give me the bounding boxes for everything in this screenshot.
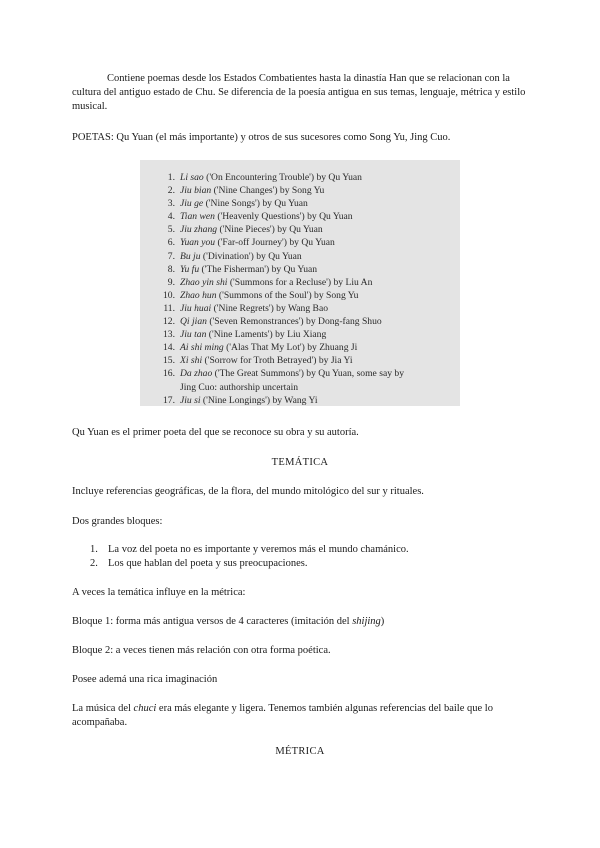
poem-list-item bbox=[154, 250, 460, 263]
poem-entry bbox=[180, 263, 460, 276]
poem-translation-author: ('Summons for a Recluse') by Liu An bbox=[227, 276, 373, 288]
poem-title: Jiu bian bbox=[180, 185, 212, 197]
poem-number: 1. bbox=[167, 172, 175, 183]
poetas-paragraph: POETAS: Qu Yuan (el más importante) y otros de sus sucesores como Song Yu, Jing Cuo. bbox=[72, 132, 451, 143]
poem-number: 17. bbox=[163, 394, 175, 406]
poem-title: Zhao hun bbox=[180, 289, 217, 301]
incluye-paragraph: Incluye referencias geográficas, de la flora, del mundo mitológico del sur y rituales. bbox=[72, 486, 424, 497]
intro-text: Contiene poemas desde los Estados Combatientes hasta la dinastía Han que se relacionan con la cultura del antiguo estado de Chu. Se diferencia de la poesía antigua en sus temas, lenguaje, métrica y estilo musical. bbox=[72, 73, 526, 112]
poem-list-item bbox=[154, 197, 460, 210]
list-item bbox=[90, 557, 530, 571]
intro-paragraph bbox=[72, 72, 532, 114]
poem-title: Bu ju bbox=[180, 250, 201, 262]
poem-number: 10. bbox=[163, 289, 175, 301]
poem-translation-author: ('Nine Laments') by Liu Xiang bbox=[206, 329, 327, 341]
poem-list-item bbox=[154, 171, 460, 184]
poem-translation-author: ('The Fisherman') by Qu Yuan bbox=[199, 263, 318, 275]
bloque2-paragraph: Bloque 2: a veces tienen más relación con otra forma poética. bbox=[72, 645, 331, 656]
poem-list-item bbox=[154, 223, 460, 236]
poem-list-item bbox=[154, 263, 460, 276]
poem-entry bbox=[180, 236, 460, 249]
posee-paragraph: Posee ademá una rica imaginación bbox=[72, 674, 218, 685]
poem-number: 14. bbox=[163, 342, 175, 354]
poem-number: 5. bbox=[167, 224, 175, 236]
bloque1-close: ) bbox=[380, 616, 385, 627]
poem-number: 8. bbox=[167, 263, 175, 275]
poem-list-item bbox=[154, 276, 460, 289]
dos-bloques-paragraph: Dos grandes bloques: bbox=[72, 516, 163, 527]
poem-translation-author: ('Nine Songs') by Qu Yuan bbox=[203, 198, 308, 210]
poem-number: 13. bbox=[163, 329, 175, 341]
poem-title: Li sao bbox=[180, 172, 204, 183]
poem-translation-author: ('Divination') by Qu Yuan bbox=[200, 250, 302, 262]
poem-number: 11. bbox=[163, 302, 175, 314]
poem-translation-author: ('Sorrow for Troth Betrayed') by Jia Yi bbox=[202, 355, 353, 367]
poem-translation-author: ('Alas That My Lot') by Zhuang Ji bbox=[223, 342, 358, 354]
poem-translation-author: ('Far-off Journey') by Qu Yuan bbox=[215, 237, 335, 249]
poem-translation-author: ('Summons of the Soul') by Song Yu bbox=[216, 289, 359, 301]
shijing-term: shijing bbox=[352, 616, 381, 627]
poem-entry bbox=[180, 250, 460, 263]
poem-translation-author: ('Nine Changes') by Song Yu bbox=[211, 185, 325, 197]
a-veces-paragraph: A veces la temática influye en la métrica: bbox=[72, 587, 246, 598]
scanned-poem-list-image bbox=[140, 160, 460, 406]
poem-title: Tian wen bbox=[180, 211, 215, 223]
poem-number: 6. bbox=[167, 237, 175, 249]
poem-number: 2. bbox=[167, 185, 175, 197]
poem-list-item bbox=[154, 394, 460, 407]
qu-yuan-paragraph: Qu Yuan es el primer poeta del que se reconoce su obra y su autoría. bbox=[72, 427, 359, 438]
poem-list bbox=[140, 160, 460, 407]
list-item-number: 1. bbox=[90, 544, 98, 555]
poem-entry bbox=[180, 328, 460, 341]
poem-list-item bbox=[154, 236, 460, 249]
poem-number: 16. bbox=[163, 368, 175, 380]
poem-title: Qi jian bbox=[180, 316, 207, 328]
poem-number: 4. bbox=[167, 211, 175, 223]
poem-title: Jiu tan bbox=[180, 329, 207, 341]
poem-entry-continuation: Jing Cuo: authorship uncertain bbox=[180, 381, 299, 393]
poem-entry bbox=[180, 302, 460, 315]
poem-title: Da zhao bbox=[180, 368, 213, 380]
poem-number: 7. bbox=[167, 250, 175, 262]
list-item bbox=[90, 543, 530, 557]
poem-list-item bbox=[154, 289, 460, 302]
poem-entry bbox=[180, 367, 460, 393]
list-item-text: Los que hablan del poeta y sus preocupaciones. bbox=[108, 558, 308, 569]
poem-entry bbox=[180, 171, 460, 184]
list-item-text: La voz del poeta no es importante y veremos más el mundo chamánico. bbox=[108, 544, 409, 555]
poem-entry bbox=[180, 276, 460, 289]
poem-entry bbox=[180, 394, 460, 407]
poem-title: Yu fu bbox=[180, 263, 200, 275]
bloque1-paragraph bbox=[72, 615, 532, 629]
poem-translation-author: ('The Great Summons') by Qu Yuan, some say by bbox=[212, 368, 404, 380]
bloque1-text: Bloque 1: forma más antigua versos de 4 caracteres (imitación del bbox=[72, 616, 353, 627]
poem-list-item bbox=[154, 341, 460, 354]
poem-entry bbox=[180, 341, 460, 354]
poem-entry bbox=[180, 223, 460, 236]
poem-entry bbox=[180, 210, 460, 223]
poem-title: Zhao yin shi bbox=[180, 276, 228, 288]
poem-title: Jiu zhang bbox=[180, 224, 218, 236]
heading-metrica: MÉTRICA bbox=[275, 746, 325, 757]
poem-entry bbox=[180, 354, 460, 367]
poem-entry bbox=[180, 315, 460, 328]
poem-title: Jiu si bbox=[180, 394, 201, 406]
poem-entry bbox=[180, 197, 460, 210]
poem-number: 15. bbox=[163, 355, 175, 367]
poem-translation-author: ('Nine Regrets') by Wang Bao bbox=[211, 302, 328, 314]
poem-number: 9. bbox=[167, 276, 175, 288]
poem-list-item bbox=[154, 315, 460, 328]
poem-list-item bbox=[154, 328, 460, 341]
musica-text: La música del bbox=[72, 703, 134, 714]
poem-title: Jiu ge bbox=[180, 198, 204, 210]
poem-title: Jiu huai bbox=[180, 302, 212, 314]
poem-list-item bbox=[154, 302, 460, 315]
poem-translation-author: ('Nine Longings') by Wang Yi bbox=[200, 394, 318, 406]
poem-list-item bbox=[154, 354, 460, 367]
heading-tematica: TEMÁTICA bbox=[271, 457, 329, 468]
poem-title: Ai shi ming bbox=[180, 342, 224, 354]
musica-text-rest: era más elegante y ligera. Tenemos también algunas referencias del baile que lo acompañaba. bbox=[72, 703, 493, 728]
poem-translation-author: ('On Encountering Trouble') by Qu Yuan bbox=[203, 172, 362, 183]
poem-list-item bbox=[154, 367, 460, 393]
poem-entry bbox=[180, 289, 460, 302]
poem-list-item bbox=[154, 210, 460, 223]
poem-title: Yuan you bbox=[180, 237, 216, 249]
musica-paragraph bbox=[72, 702, 532, 730]
poem-entry bbox=[180, 184, 460, 197]
chuci-term: chuci bbox=[133, 703, 157, 714]
poem-translation-author: ('Seven Remonstrances') by Dong-fang Shuo bbox=[206, 316, 382, 328]
poem-number: 3. bbox=[167, 198, 175, 210]
poem-translation-author: ('Nine Pieces') by Qu Yuan bbox=[217, 224, 323, 236]
poem-list-item bbox=[154, 184, 460, 197]
list-item-number: 2. bbox=[90, 558, 98, 569]
poem-number: 12. bbox=[163, 316, 175, 328]
poem-title: Xi shi bbox=[180, 355, 203, 367]
poem-translation-author: ('Heavenly Questions') by Qu Yuan bbox=[214, 211, 353, 223]
